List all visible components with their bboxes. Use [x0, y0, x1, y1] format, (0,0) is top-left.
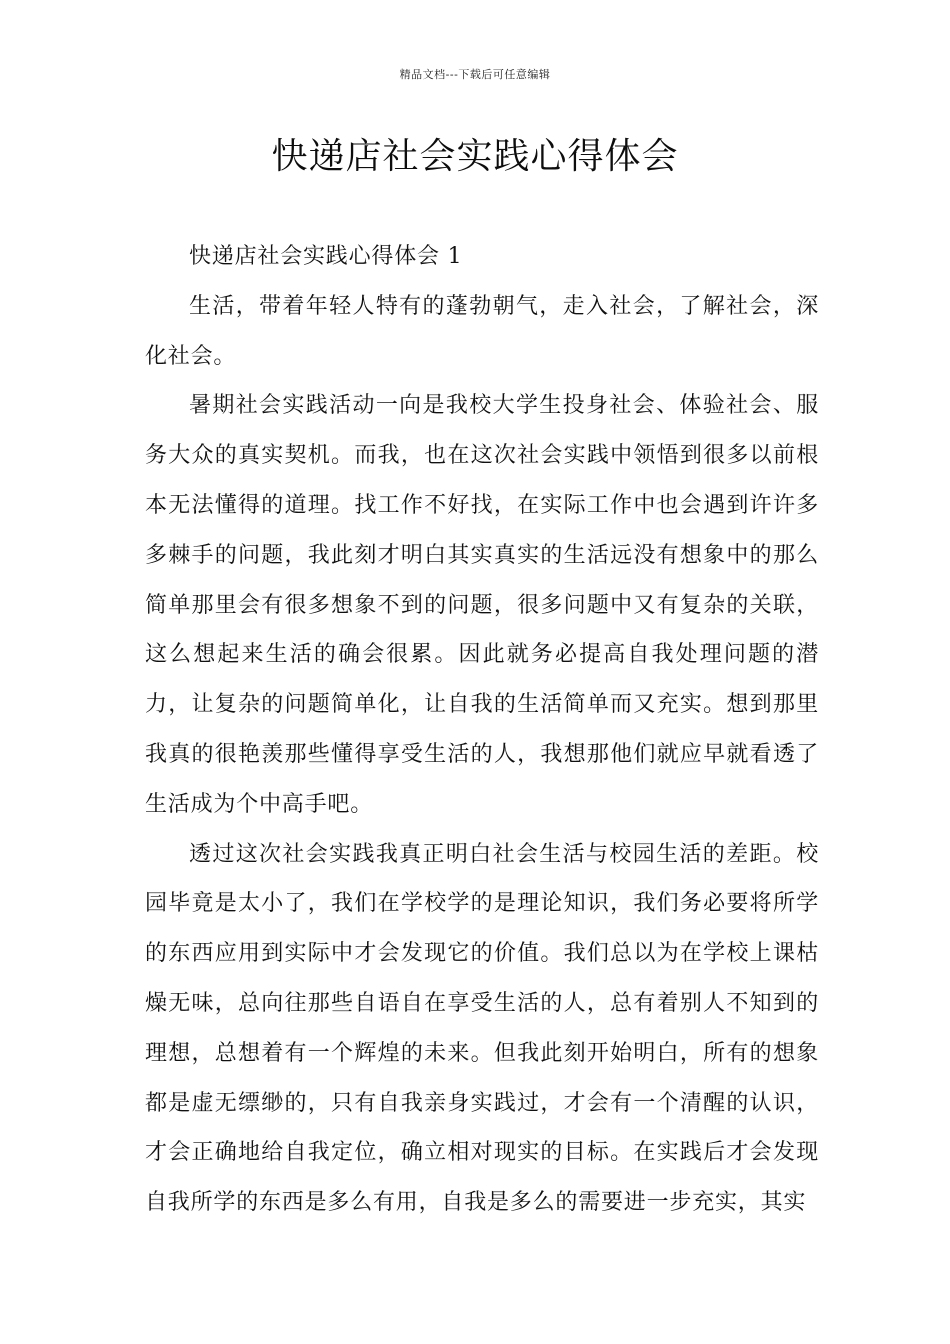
- paragraph-1: 生活，带着年轻人特有的蓬勃朝气，走入社会，了解社会，深化社会。: [145, 293, 819, 369]
- paragraph-3: 透过这次社会实践我真正明白社会生活与校园生活的差距。校园毕竟是太小了，我们在学校学的是理论知识，我们务必要将所学的东西应用到实际中才会发现它的价值。我们总以为在学校上课枯燥无味，总向往那些自语自在享受生活的人，总有着别人不知到的理想，总想着有一个辉煌的未来。但我此刻开始明白，所有的想象都是虚无缥缈的，只有自我亲身实践过，才会有一个清醒的认识，才会正确地给自我定位，确立相对现实的目标。在实践后才会发现自我所学的东西是多么有用，自我是多么的需要进一步充实，其实: [145, 841, 819, 1216]
- header-note: 精品文档---下载后可任意编辑: [399, 68, 551, 81]
- paragraph-2: 暑期社会实践活动一向是我校大学生投身社会、体验社会、服务大众的真实契机。而我，也在这次社会实践中领悟到很多以前根本无法懂得的道理。找工作不好找，在实际工作中也会遇到许许多多棘手的问题，我此刻才明白其实真实的生活远没有想象中的那么简单那里会有很多想象不到的问题，很多问题中又有复杂的关联，这么想起来生活的确会很累。因此就务必提高自我处理问题的潜力，让复杂的问题简单化，让自我的生活简单而又充实。想到那里我真的很艳羡那些懂得享受生活的人，我想那他们就应早就看透了生活成为个中高手吧。: [145, 393, 819, 817]
- document-body: [145, 232, 819, 1228]
- section-heading: 快递店社会实践心得体会 1: [189, 244, 463, 269]
- document-title: 快递店社会实践心得体会: [271, 136, 679, 177]
